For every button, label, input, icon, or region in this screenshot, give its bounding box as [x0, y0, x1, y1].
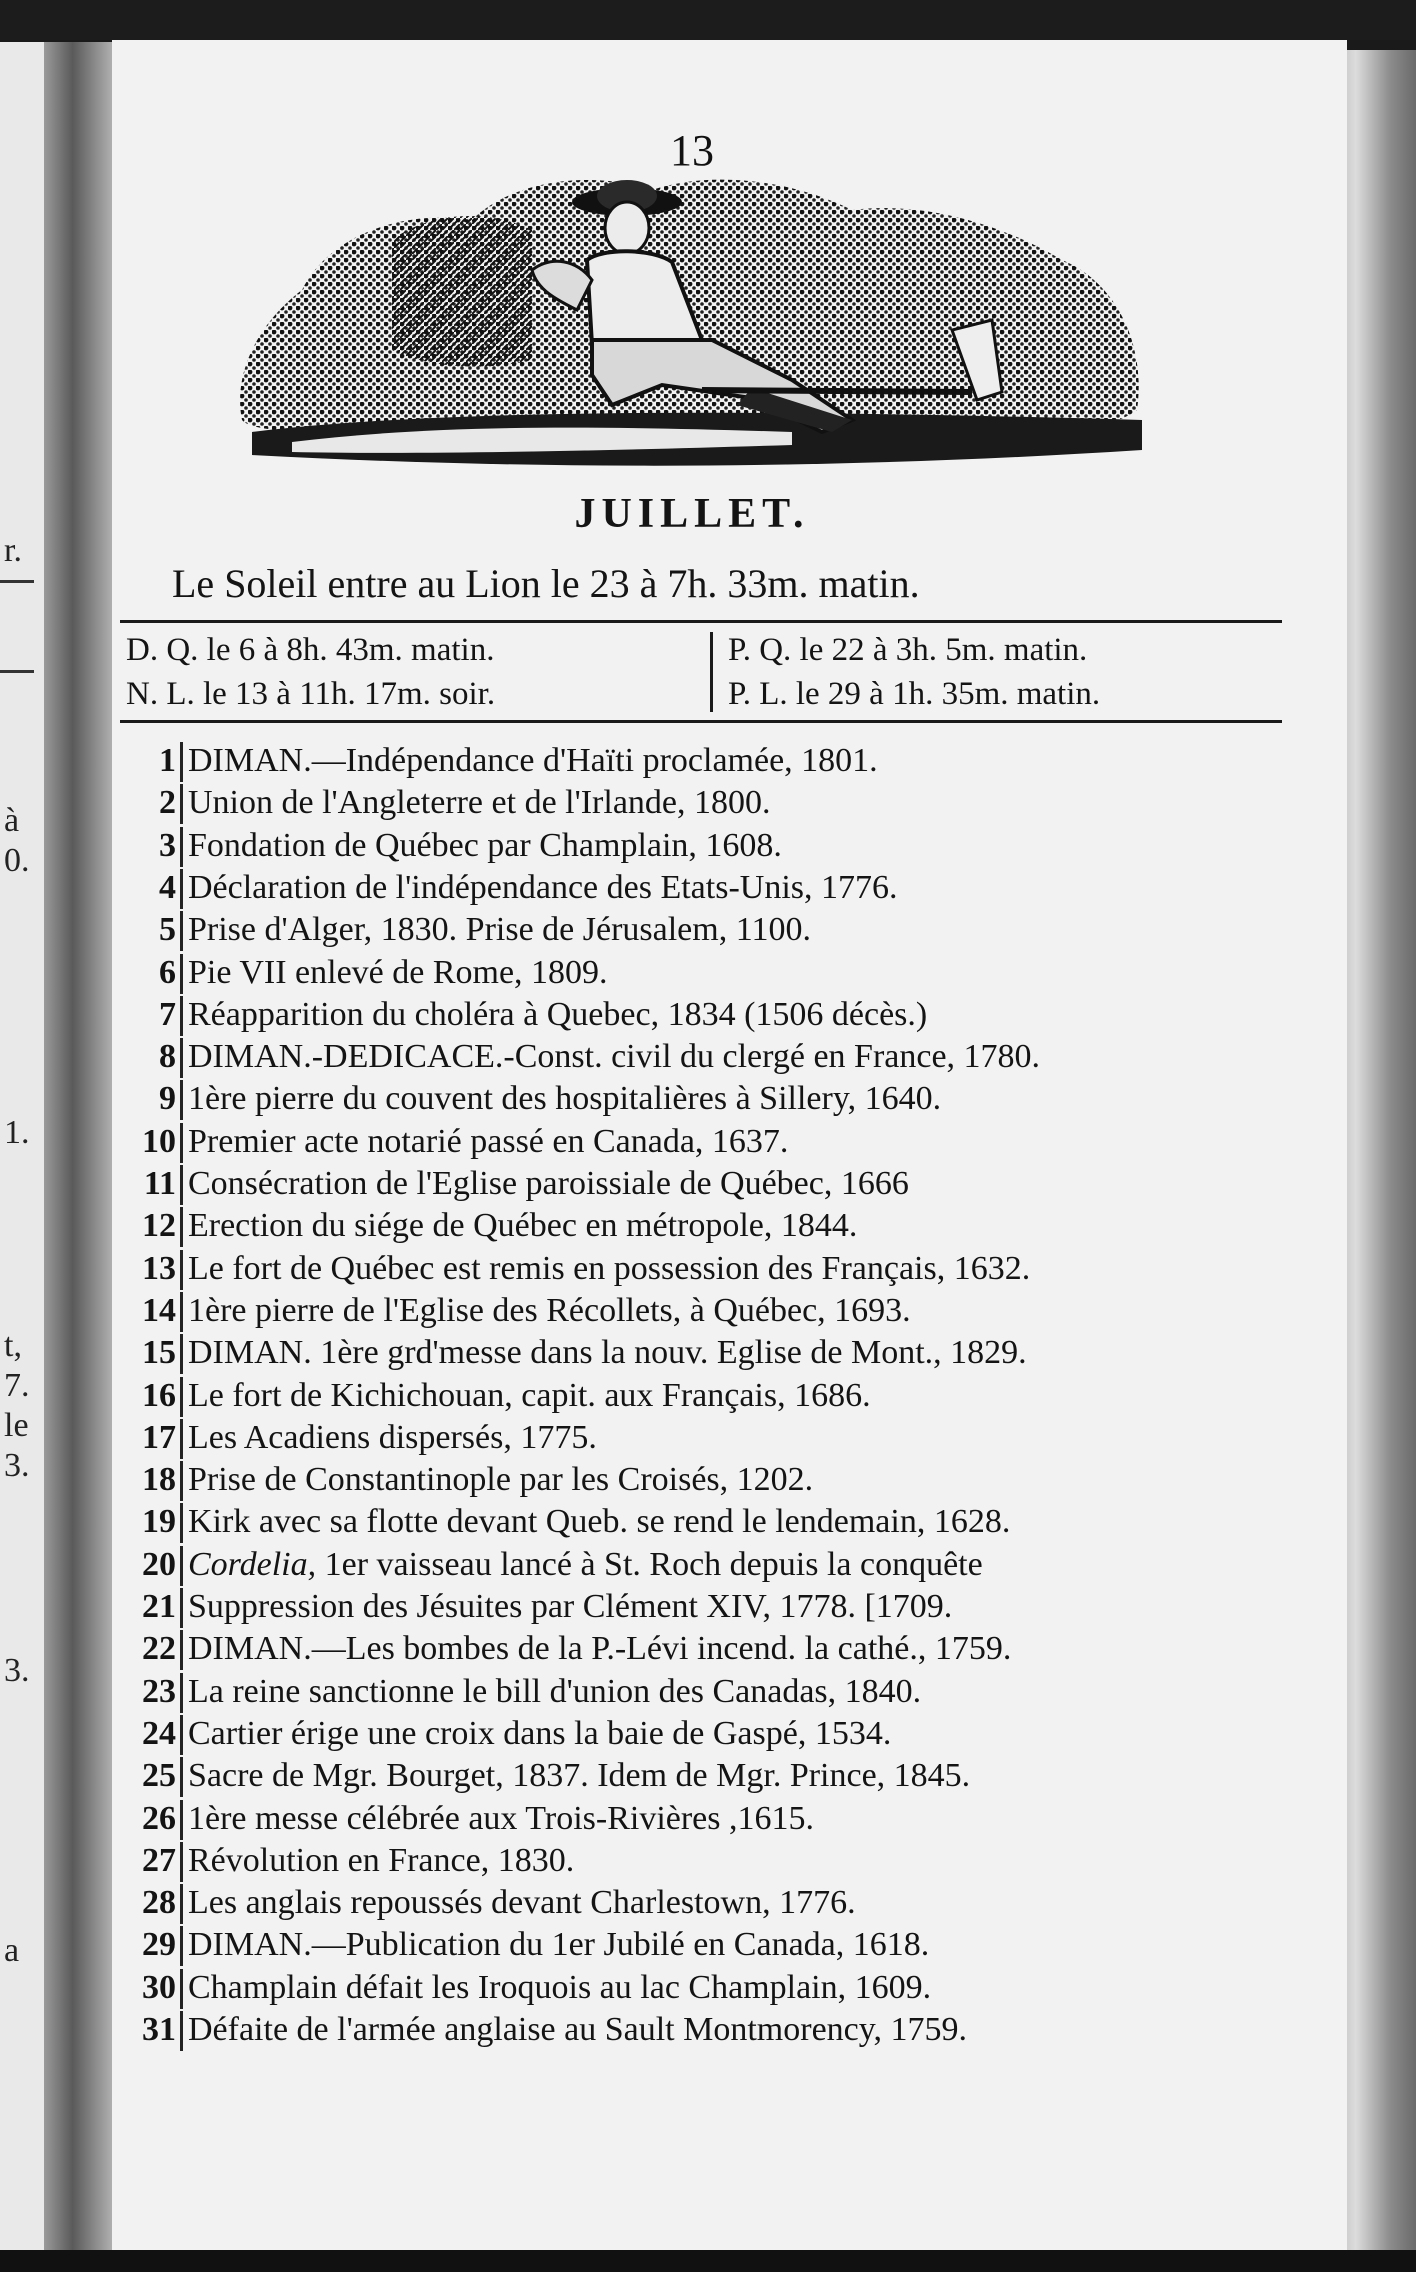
scan-bottom-border: [0, 2250, 1416, 2272]
day-event: Les Acadiens dispersés, 1775.: [188, 1418, 597, 1456]
day-event: Cordelia, 1er vaisseau lancé à St. Roch depuis la conquête: [188, 1545, 983, 1583]
day-event: Erection du siége de Québec en métropole, 1844.: [188, 1207, 858, 1245]
day-event: Le fort de Québec est remis en possession des Français, 1632.: [188, 1249, 1031, 1287]
day-number: 13: [142, 1249, 176, 1287]
phase-column-divider: [710, 632, 713, 712]
day-event: 1ère pierre du couvent des hospitalières à Sillery, 1640.: [188, 1080, 942, 1118]
day-number: 30: [142, 1968, 176, 2006]
facing-page-fragment: 3.: [4, 1652, 30, 1689]
scan-top-border: [0, 0, 1416, 40]
day-separator: [180, 1630, 183, 1670]
day-separator: [180, 1250, 183, 1290]
day-number: 20: [142, 1545, 176, 1583]
day-separator: [180, 1165, 183, 1205]
day-number: 19: [142, 1503, 176, 1541]
day-event: DIMAN.-DEDICACE.-Const. civil du clergé en France, 1780.: [188, 1038, 1041, 1076]
day-separator: [180, 996, 183, 1036]
day-separator: [180, 911, 183, 951]
day-separator: [180, 784, 183, 824]
day-event: Suppression des Jésuites par Clément XIV, 1778. [1709.: [188, 1588, 953, 1625]
facing-page-fragment: t,: [4, 1327, 22, 1364]
day-number: 12: [142, 1207, 176, 1245]
facing-page-fragment: 3.: [4, 1447, 30, 1484]
day-number: 4: [159, 868, 176, 906]
day-separator: [180, 1334, 183, 1374]
day-number: 25: [142, 1757, 176, 1795]
day-number: 15: [142, 1334, 176, 1372]
facing-page-fragment: le: [4, 1407, 29, 1444]
facing-page-rule: [0, 670, 34, 673]
day-separator: [180, 1207, 183, 1247]
facing-page-fragment: 7.: [4, 1367, 30, 1404]
day-separator: [180, 1123, 183, 1163]
day-number: 29: [142, 1926, 176, 1964]
day-number: 16: [142, 1376, 176, 1414]
day-separator: [180, 1588, 183, 1628]
day-number: 14: [142, 1291, 176, 1329]
day-number: 10: [142, 1122, 176, 1160]
day-event: Cartier érige une croix dans la baie de Gaspé, 1534.: [188, 1714, 892, 1752]
day-number: 17: [142, 1418, 176, 1456]
phase-top-rule: [120, 620, 1282, 623]
facing-page-fragment: a: [4, 1932, 20, 1969]
day-separator: [180, 1926, 183, 1966]
day-event: Champlain défait les Iroquois au lac Champlain, 1609.: [188, 1968, 932, 2006]
moon-phase-nl: N. L. le 13 à 11h. 17m. soir.: [126, 676, 496, 712]
day-number: 1: [159, 742, 176, 779]
moon-phase-dq: D. Q. le 6 à 8h. 43m. matin.: [126, 632, 495, 668]
day-event: Kirk avec sa flotte devant Queb. se rend le lendemain, 1628.: [188, 1503, 1011, 1541]
day-separator: [180, 1503, 183, 1543]
day-number: 27: [142, 1841, 176, 1879]
day-separator: [180, 1969, 183, 2009]
day-separator: [180, 1080, 183, 1120]
day-separator: [180, 1884, 183, 1924]
day-event: Sacre de Mgr. Bourget, 1837. Idem de Mgr. Prince, 1845.: [188, 1757, 971, 1795]
day-number: 23: [142, 1672, 176, 1710]
day-separator: [180, 2011, 183, 2051]
day-separator: [180, 742, 183, 782]
day-separator: [180, 869, 183, 909]
day-separator: [180, 1715, 183, 1755]
day-event: 1ère pierre de l'Eglise des Récollets, à Québec, 1693.: [188, 1291, 911, 1329]
day-event: Prise d'Alger, 1830. Prise de Jérusalem, 1100.: [188, 911, 811, 949]
day-event: DIMAN.—Publication du 1er Jubilé en Canada, 1618.: [188, 1926, 930, 1964]
ship-name: Cordelia,: [188, 1545, 317, 1583]
day-separator: [180, 1842, 183, 1882]
day-separator: [180, 1757, 183, 1797]
day-separator: [180, 1800, 183, 1840]
sun-entry-line: Le Soleil entre au Lion le 23 à 7h. 33m. matin.: [172, 561, 920, 606]
day-number: 26: [142, 1799, 176, 1837]
day-separator: [180, 1419, 183, 1459]
day-event: Fondation de Québec par Champlain, 1608.: [188, 826, 782, 864]
moon-phase-pq: P. Q. le 22 à 3h. 5m. matin.: [728, 632, 1088, 668]
day-event: 1ère messe célébrée aux Trois-Rivières ,1615.: [188, 1799, 814, 1837]
moon-phases-right: [728, 628, 1100, 716]
facing-page-fragment: r.: [4, 532, 22, 569]
day-number: 24: [142, 1714, 176, 1752]
day-event: DIMAN.—Indépendance d'Haïti proclamée, 1801.: [188, 742, 878, 779]
moon-phases: [120, 628, 1282, 718]
day-event: La reine sanctionne le bill d'union des Canadas, 1840.: [188, 1672, 922, 1710]
day-event: Premier acte notarié passé en Canada, 1637.: [188, 1122, 789, 1160]
day-number: 2: [159, 784, 176, 822]
day-separator: [180, 1292, 183, 1332]
day-number: 22: [142, 1630, 176, 1668]
day-event: Déclaration de l'indépendance des Etats-Unis, 1776.: [188, 868, 898, 906]
moon-phases-left: [126, 628, 495, 716]
phase-bottom-rule: [120, 720, 1282, 723]
day-separator: [180, 1461, 183, 1501]
day-number: 28: [142, 1884, 176, 1922]
day-separator: [180, 954, 183, 994]
page-number: 13: [670, 126, 714, 175]
facing-page-rule: [0, 580, 34, 583]
day-event: DIMAN.—Les bombes de la P.-Lévi incend. la cathé., 1759.: [188, 1630, 1012, 1668]
day-event: Les anglais repoussés devant Charlestown, 1776.: [188, 1884, 856, 1922]
day-separator: [180, 1673, 183, 1713]
day-number: 6: [159, 953, 176, 991]
day-event: Défaite de l'armée anglaise au Sault Montmorency, 1759.: [188, 2011, 968, 2048]
day-event: DIMAN. 1ère grd'messe dans la nouv. Eglise de Mont., 1829.: [188, 1334, 1027, 1372]
book-gutter: [44, 42, 116, 2262]
day-number: 7: [159, 995, 176, 1033]
day-event: Réapparition du choléra à Quebec, 1834 (1506 décès.): [188, 995, 928, 1033]
day-number: 9: [159, 1080, 176, 1118]
day-number: 5: [159, 911, 176, 949]
day-number: 8: [159, 1038, 176, 1076]
day-event: Consécration de l'Eglise paroissiale de Québec, 1666: [188, 1165, 909, 1202]
almanac-page: [112, 40, 1347, 2250]
day-number: 3: [159, 826, 176, 864]
day-separator: [180, 1546, 183, 1586]
day-number: 31: [142, 2011, 176, 2048]
day-number: 21: [142, 1588, 176, 1625]
day-number: 18: [142, 1461, 176, 1499]
moon-phase-pl: P. L. le 29 à 1h. 35m. matin.: [728, 676, 1101, 712]
facing-page-fragment: 1.: [4, 1114, 30, 1151]
day-separator: [180, 1377, 183, 1417]
day-separator: [180, 827, 183, 867]
woodcut-illustration-resting-farmer: [232, 170, 1152, 490]
facing-page-fragment: 0.: [4, 842, 30, 879]
day-event: Révolution en France, 1830.: [188, 1841, 575, 1879]
day-separator: [180, 1038, 183, 1078]
day-event: Union de l'Angleterre et de l'Irlande, 1800.: [188, 784, 771, 822]
day-event: Le fort de Kichichouan, capit. aux Français, 1686.: [188, 1376, 871, 1414]
day-event: Prise de Constantinople par les Croisés, 1202.: [188, 1461, 814, 1499]
day-number: 11: [143, 1165, 176, 1202]
month-title: JUILLET.: [574, 491, 810, 537]
day-event: Pie VII enlevé de Rome, 1809.: [188, 953, 608, 991]
facing-page-fragment: à: [4, 802, 20, 839]
